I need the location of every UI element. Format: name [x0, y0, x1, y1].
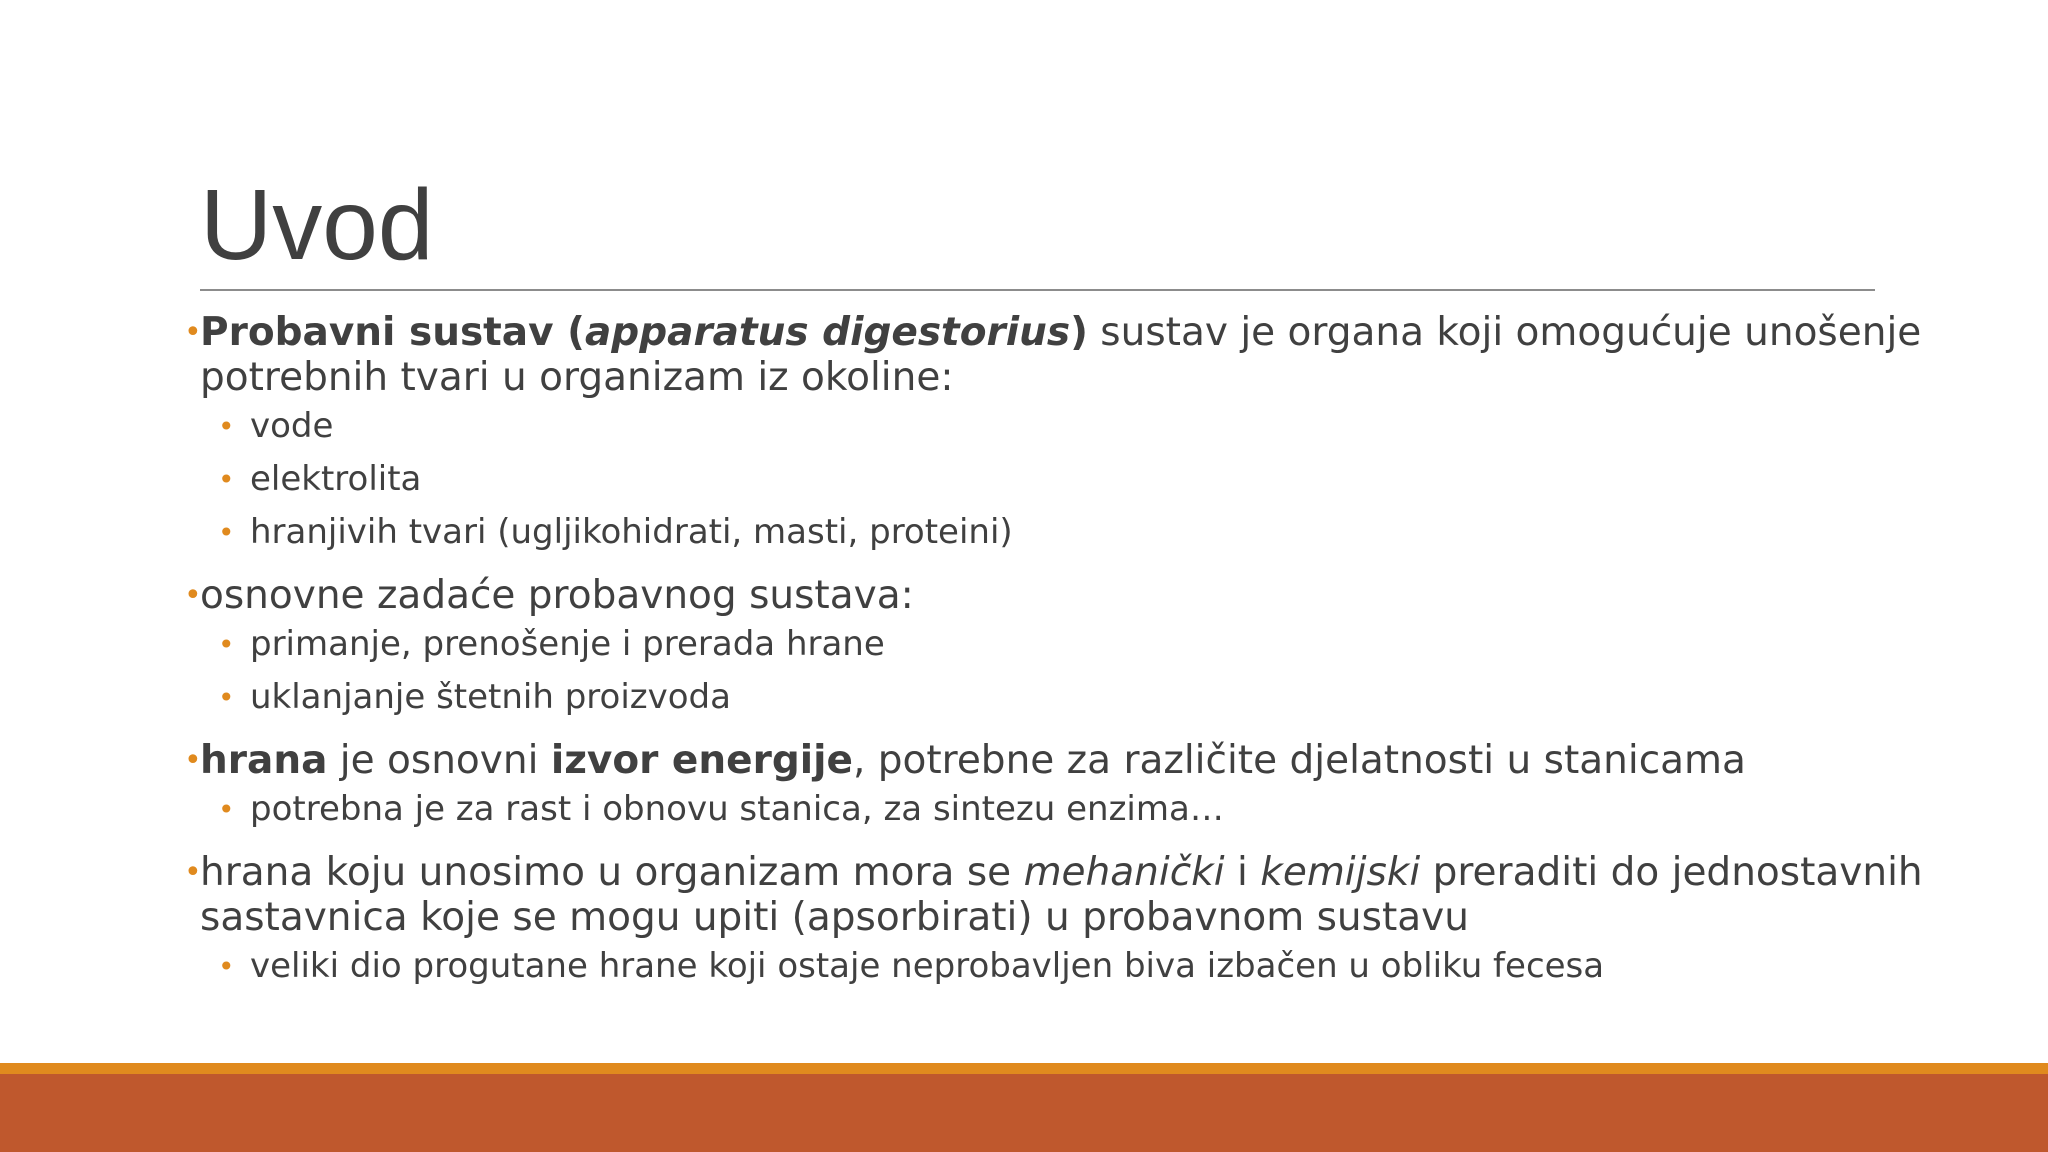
title-divider: [200, 289, 1875, 291]
bullet-dot-icon: •: [218, 681, 235, 714]
bullet-hrana-izvor-energije: • hrana je osnovni izvor energije, potrebne za različite djelatnosti u stanicama: [184, 738, 1746, 783]
bullet-dot-icon: •: [218, 463, 235, 496]
bullet-osnovne-zadace: • osnovne zadaće probavnog sustava:: [184, 573, 914, 618]
term-apparatus-digestorius: apparatus digestorius: [584, 310, 1071, 355]
bullet-dot-icon: •: [184, 315, 202, 350]
bullet-dot-icon: •: [218, 793, 235, 826]
sub-bullet: • hranjivih tvari (ugljikohidrati, masti, proteini): [184, 506, 1984, 559]
sub-bullet: • elektrolita: [184, 453, 1984, 506]
bullet-dot-icon: •: [218, 950, 235, 983]
bullet-dot-icon: •: [184, 743, 202, 778]
bullet-dot-icon: •: [184, 578, 202, 613]
sub-bullet: • potrebna je za rast i obnovu stanica, za sintezu enzima…: [184, 783, 1984, 836]
bullet-dot-icon: •: [218, 628, 235, 661]
sub-bullet: • uklanjanje štetnih proizvoda: [184, 671, 1984, 724]
bullet-text: sustav je organa koji omogućuje unošenje potrebnih tvari u organizam iz okoline:: [200, 310, 1922, 400]
sub-bullet: • primanje, prenošenje i prerada hrane: [184, 618, 1984, 671]
bullet-dot-icon: •: [184, 855, 202, 890]
footer-accent-stripe: [0, 1063, 2048, 1074]
bullet-dot-icon: •: [218, 410, 235, 443]
slide-title: Uvod: [200, 169, 434, 281]
bullet-hrana-prerada: • hrana koju unosimo u organizam mora se mehanički i kemijski preraditi do jednostavnih sastavnica koje se mogu upiti (apsorbirati) u probavnom sustavu: [184, 850, 1923, 940]
footer-band: [0, 1074, 2048, 1152]
sub-bullet: • vode: [184, 400, 1984, 453]
bullet-dot-icon: •: [218, 516, 235, 549]
term-probavni-sustav: Probavni sustav (: [200, 310, 585, 355]
bullet-probavni-sustav: • Probavni sustav (apparatus digestorius) sustav je organa koji omogućuje unošenje potrebnih tvari u organizam iz okoline:: [184, 310, 1922, 400]
slide-body: [184, 310, 1984, 993]
sub-bullet: • veliki dio progutane hrane koji ostaje neprobavljen biva izbačen u obliku fecesa: [184, 940, 1984, 993]
